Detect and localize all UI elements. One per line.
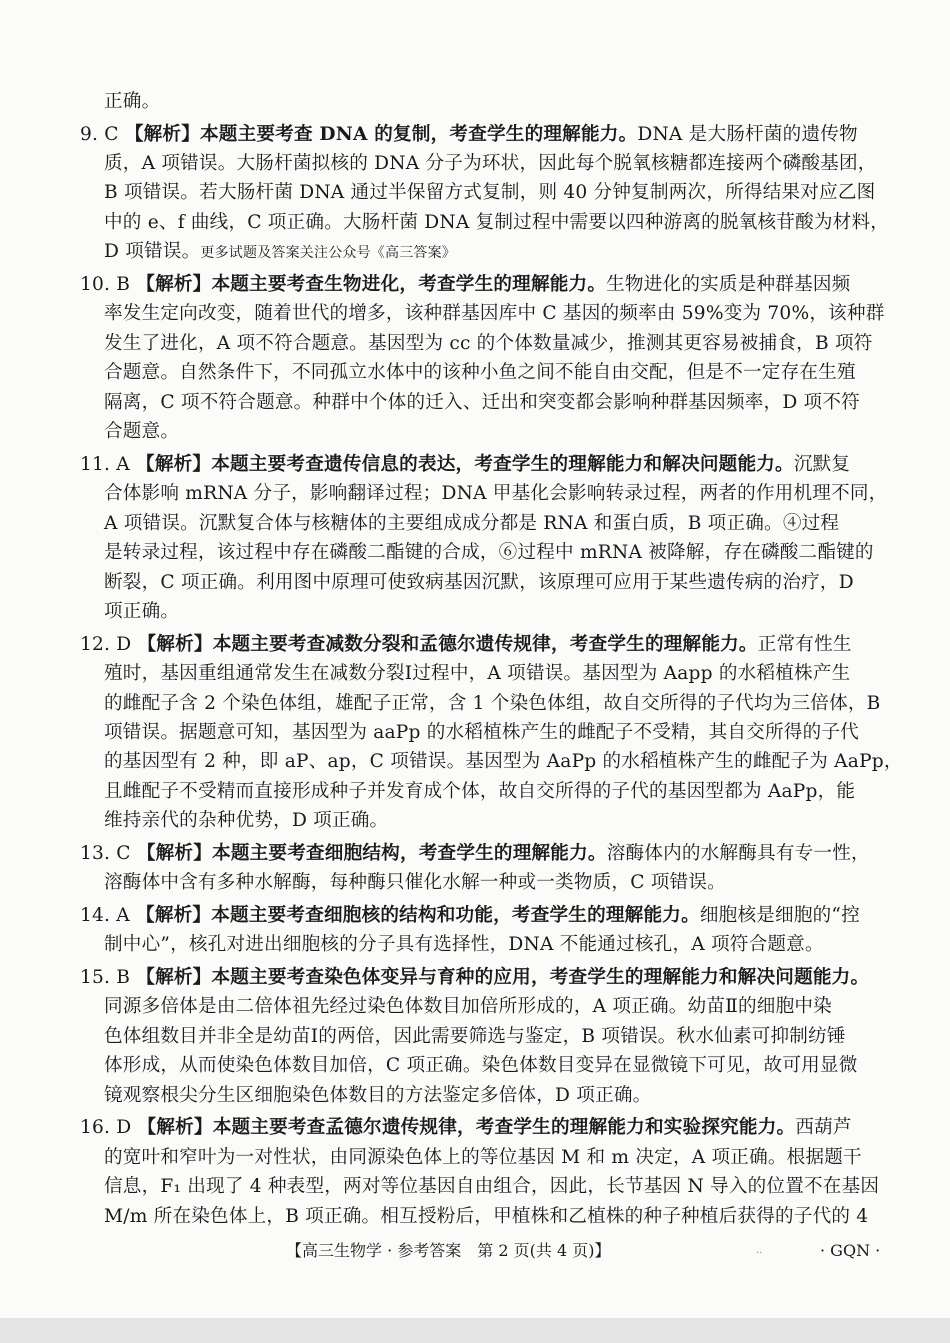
- paragraph-line: [104, 1143, 862, 1173]
- line-text: 的基因型有 2 种，即 aP、ap，C 项错误。基因型为 AaPp 的水稻植株产生的雌配子为 AaPp，: [104, 751, 903, 773]
- paragraph-line: [104, 659, 850, 689]
- analysis-heading: 【解析】本题主要考查孟德尔遗传规律，考查学生的理解能力和实验探究能力。: [137, 1117, 796, 1139]
- paragraph-line: [104, 417, 179, 447]
- paragraph-line: [104, 237, 456, 269]
- line-text: 是转录过程，该过程中存在磷酸二酯键的合成，⑥过程中 mRNA 被降解，存在磷酸二酯键的: [104, 542, 874, 564]
- line-text: 体形成，从而使染色体数目加倍，C 项正确。染色体数目变异在显微镜下可见，故可用显微: [104, 1055, 858, 1077]
- analysis-heading: 【解析】本题主要考查 DNA 的复制，考查学生的理解能力。: [124, 123, 638, 145]
- question-header: [80, 839, 870, 869]
- paragraph-line: [104, 777, 855, 807]
- analysis-heading: 【解析】本题主要考查染色体变异与育种的应用，考查学生的理解能力和解决问题能力。: [136, 966, 870, 988]
- line-text: 生物进化的实质是种群基因频: [606, 273, 851, 295]
- paragraph-line: [104, 806, 388, 836]
- paragraph-line: [104, 747, 903, 777]
- question-number: 9. C: [80, 123, 119, 145]
- line-text: 发生了进化，A 项不符合题意。基因型为 cc 的个体数量减少，推测其更容易被捕食，B 项符: [104, 332, 873, 354]
- paragraph-line: [104, 509, 839, 539]
- paragraph-line: [104, 1172, 879, 1202]
- line-text: 信息，F₁ 出现了 4 种表型，两对等位基因自由组合，因此，长节基因 N 导入的位置不在基因: [104, 1176, 880, 1198]
- line-text: 制中心”，核孔对进出细胞核的分子具有选择性，DNA 不能通过核孔，A 项符合题意。: [104, 934, 824, 956]
- question-header: [80, 120, 858, 150]
- line-text: A 项错误。沉默复合体与核糖体的主要组成成分都是 RNA 和蛋白质，B 项正确。④过程: [104, 512, 840, 534]
- line-text: B 项错误。若大肠杆菌 DNA 通过半保留方式复制，则 40 分钟复制两次，所得结果对应乙图: [104, 182, 876, 204]
- line-text: 溶酶体中含有多种水解酶，每种酶只催化水解一种或一类物质，C 项错误。: [104, 872, 726, 894]
- line-text: 细胞核是细胞的“控: [699, 904, 860, 926]
- line-text: DNA 是大肠杆菌的遗传物: [637, 123, 858, 145]
- paragraph-line: [104, 868, 726, 898]
- line-text: 维持亲代的杂种优势，D 项正确。: [104, 810, 389, 832]
- question-header: [80, 901, 860, 931]
- line-text: 西葫芦: [795, 1117, 852, 1139]
- line-text: 合体影响 mRNA 分子，影响翻译过程；DNA 甲基化会影响转录过程，两者的作用机理不同，: [104, 483, 888, 505]
- line-text: 殖时，基因重组通常发生在减数分裂Ⅰ过程中，A 项错误。基因型为 Aapp 的水稻植株产生: [104, 663, 851, 684]
- question-number: 11. A: [80, 453, 130, 475]
- question-number: 15. B: [80, 966, 131, 988]
- paragraph-line: [104, 149, 877, 179]
- line-text: 项正确。: [104, 601, 180, 623]
- paragraph-line: [104, 87, 160, 117]
- footer-dots: ..: [756, 1245, 763, 1256]
- line-text: M/m 所在染色体上，B 项正确。相互授粉后，甲植株和乙植株的种子种植后获得的子代的 4: [104, 1205, 869, 1227]
- paragraph-line: [104, 479, 887, 509]
- line-text: 正常有性生: [757, 633, 852, 655]
- line-text: 质，A 项错误。大肠杆菌拟核的 DNA 分子为环状，因此每个脱氧核糖都连接两个磷酸基团，: [104, 152, 877, 174]
- paragraph-line: [104, 718, 859, 748]
- line-text: 沉默复: [793, 453, 851, 475]
- paragraph-line: [104, 689, 881, 719]
- paragraph-line: [104, 597, 179, 627]
- line-text: 且雌配子不受精而直接形成种子并发育成个体，故自交所得的子代的基因型都为 AaPp，能: [104, 780, 856, 802]
- paragraph-line: [104, 930, 824, 960]
- line-text: 率发生定向改变，随着世代的增多，该种群基因库中 C 基因的频率由 59%变为 70%，该种群: [104, 303, 885, 325]
- line-text: 镜观察根尖分生区细胞染色体数目的方法鉴定多倍体，D 项正确。: [104, 1084, 652, 1106]
- watermark-note: 更多试题及答案关注公众号《高三答案》: [200, 245, 457, 262]
- paragraph-line: [104, 388, 860, 418]
- question-number: 14. A: [80, 904, 130, 926]
- analysis-heading: 【解析】本题主要考查生物进化，考查学生的理解能力。: [136, 273, 607, 295]
- paragraph-line: [104, 299, 885, 329]
- line-text: 的宽叶和窄叶为一对性状，由同源染色体上的等位基因 M 和 m 决定，A 项正确。根据题干: [104, 1146, 862, 1168]
- question-number: 12. D: [80, 633, 132, 655]
- line-text: 隔离，C 项不符合题意。种群中个体的迁入、迁出和突变都会影响种群基因频率，D 项不符: [104, 391, 860, 413]
- paragraph-line: [104, 1202, 868, 1232]
- line-text: 溶酶体内的水解酶具有专一性，: [606, 842, 870, 864]
- line-text: D 项错误。: [104, 241, 201, 263]
- paragraph-line: [104, 992, 832, 1022]
- paragraph-line: [104, 358, 856, 388]
- bottom-bar: [0, 1318, 950, 1343]
- line-text: 色体组数目并非全是幼苗Ⅰ的两倍，因此需要筛选与鉴定，B 项错误。秋水仙素可抑制纺锤: [104, 1025, 846, 1047]
- line-text: 断裂，C 项正确。利用图中原理可使致病基因沉默，该原理可应用于某些遗传病的治疗，D: [104, 571, 854, 593]
- line-text: 合题意。: [104, 421, 180, 443]
- analysis-heading: 【解析】本题主要考查遗传信息的表达，考查学生的理解能力和解决问题能力。: [136, 453, 794, 475]
- footer-code: · GQN ·: [820, 1241, 881, 1260]
- paragraph-line: [104, 568, 854, 598]
- analysis-heading: 【解析】本题主要考查细胞结构，考查学生的理解能力。: [136, 842, 607, 864]
- page-footer: [0, 1236, 950, 1266]
- paragraph-line: [104, 538, 874, 568]
- paragraph-line: [104, 1081, 651, 1111]
- question-header: [80, 450, 850, 480]
- line-text: 中的 e、f 曲线，C 项正确。大肠杆菌 DNA 复制过程中需要以四种游离的脱氧核苷酸为材料，: [104, 211, 890, 233]
- line-text: 正确。: [104, 91, 161, 112]
- line-text: 同源多倍体是由二倍体祖先经过染色体数目加倍所形成的，A 项正确。幼苗Ⅱ的细胞中染: [104, 996, 832, 1018]
- question-header: [80, 270, 850, 300]
- paragraph-line: [104, 329, 873, 359]
- question-header: [80, 963, 869, 993]
- question-header: [80, 630, 852, 660]
- line-text: 项错误。据题意可知，基因型为 aaPp 的水稻植株产生的雌配子不受精，其自交所得的子代: [104, 721, 859, 743]
- analysis-heading: 【解析】本题主要考查减数分裂和孟德尔遗传规律，考查学生的理解能力。: [137, 633, 758, 655]
- line-text: 合题意。自然条件下，不同孤立水体中的该种小鱼之间不能自由交配，但是不一定存在生殖: [104, 362, 856, 384]
- question-number: 10. B: [80, 273, 131, 295]
- line-text: 的雌配子含 2 个染色体组，雄配子正常，含 1 个染色体组，故自交所得的子代均为三倍体，B: [104, 692, 881, 714]
- paragraph-line: [104, 178, 875, 208]
- question-number: 13. C: [80, 842, 131, 864]
- analysis-heading: 【解析】本题主要考查细胞核的结构和功能，考查学生的理解能力。: [136, 904, 700, 926]
- footer-title: 【高三生物学 · 参考答案 第 2 页(共 4 页)】: [286, 1241, 611, 1260]
- question-header: [80, 1113, 852, 1143]
- paragraph-line: [104, 208, 889, 238]
- paragraph-line: [104, 1022, 846, 1052]
- paragraph-line: [104, 1051, 858, 1081]
- question-number: 16. D: [80, 1117, 132, 1139]
